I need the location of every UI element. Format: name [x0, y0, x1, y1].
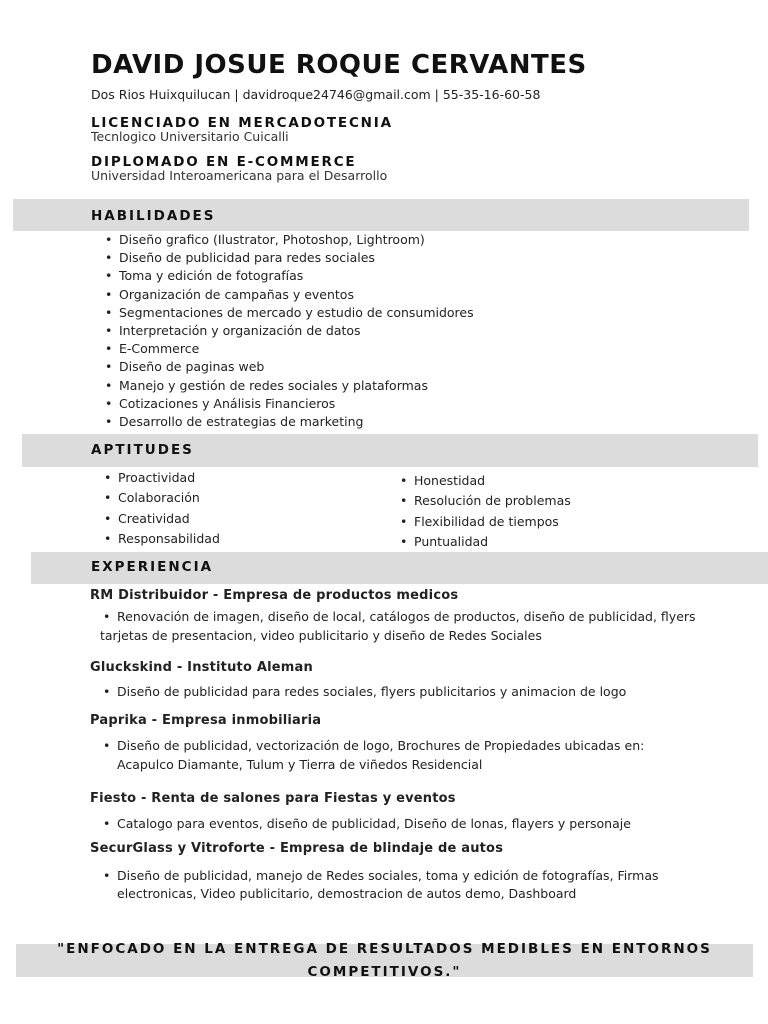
skill-item: • Interpretación y organización de datos	[101, 322, 474, 340]
skill-item: • Toma y edición de fotografías	[101, 267, 474, 285]
aptitude-item: • Resolución de problemas	[396, 491, 571, 511]
skills-list	[101, 231, 474, 431]
skill-item: • Diseño de publicidad para redes sociales	[101, 249, 474, 267]
skill-item: • Organización de campañas y eventos	[101, 286, 474, 304]
aptitude-item: • Creatividad	[100, 509, 220, 529]
skill-item: • Desarrollo de estrategias de marketing	[101, 413, 474, 431]
degree-title: DIPLOMADO EN E-COMMERCE	[91, 154, 357, 170]
job-title: Paprika - Empresa inmobiliaria	[90, 713, 322, 728]
education-entry	[91, 115, 393, 144]
job-description	[99, 866, 659, 885]
job-description-line: • Diseño de publicidad, vectorización de logo, Brochures de Propiedades ubicadas en:	[99, 736, 644, 755]
skill-item: • E-Commerce	[101, 340, 474, 358]
skill-item: • Manejo y gestión de redes sociales y plataformas	[101, 377, 474, 395]
quote-line: "ENFOCADO EN LA ENTREGA DE RESULTADOS MEDIBLES EN ENTORNOS	[57, 941, 712, 957]
job-description-line: • Renovación de imagen, diseño de local, catálogos de productos, diseño de publicidad, flyers	[99, 607, 696, 626]
quote-line: COMPETITIVOS."	[307, 964, 462, 980]
aptitude-item: • Honestidad	[396, 471, 571, 491]
job-description-line: • Diseño de publicidad, manejo de Redes sociales, toma y edición de fotografías, Firmas	[99, 866, 659, 885]
job-description	[99, 736, 644, 755]
quote-text	[16, 938, 753, 984]
aptitude-item: • Puntualidad	[396, 532, 571, 552]
contact-info: Dos Rios Huixquilucan | davidroque24746@gmail.com | 55-35-16-60-58	[91, 87, 541, 102]
education-entry	[91, 154, 387, 183]
aptitude-item: • Colaboración	[100, 488, 220, 508]
job-description-line: • Diseño de publicidad para redes sociales, flyers publicitarios y animacion de logo	[99, 682, 626, 701]
candidate-name: DAVID JOSUE ROQUE CERVANTES	[91, 50, 587, 80]
job-description	[99, 682, 626, 701]
degree-institution: Tecnlogico Universitario Cuicalli	[91, 129, 289, 144]
degree-title: LICENCIADO EN MERCADOTECNIA	[91, 115, 393, 131]
skill-item: • Diseño de paginas web	[101, 358, 474, 376]
experience-heading: EXPERIENCIA	[91, 559, 214, 575]
job-description-continuation: tarjetas de presentacion, video publicitario y diseño de Redes Sociales	[100, 628, 542, 643]
job-description-line: • Catalogo para eventos, diseño de publicidad, Diseño de lonas, flayers y personaje	[99, 814, 631, 833]
job-title: Fiesto - Renta de salones para Fiestas y eventos	[90, 791, 456, 806]
job-title: Gluckskind - Instituto Aleman	[90, 660, 313, 675]
job-title: RM Distribuidor - Empresa de productos medicos	[90, 588, 459, 603]
job-title: SecurGlass y Vitroforte - Empresa de blindaje de autos	[90, 841, 504, 856]
skill-item: • Diseño grafico (Ilustrator, Photoshop, Lightroom)	[101, 231, 474, 249]
aptitude-item: • Flexibilidad de tiempos	[396, 512, 571, 532]
degree-institution: Universidad Interoamericana para el Desarrollo	[91, 168, 388, 183]
job-description	[99, 607, 696, 626]
aptitude-item: • Proactividad	[100, 468, 220, 488]
skills-heading: HABILIDADES	[91, 208, 216, 224]
aptitudes-heading: APTITUDES	[91, 442, 194, 458]
job-description-continuation: Acapulco Diamante, Tulum y Tierra de viñedos Residencial	[117, 757, 483, 772]
aptitudes-list-left	[100, 468, 220, 549]
skill-item: • Cotizaciones y Análisis Financieros	[101, 395, 474, 413]
aptitudes-list-right	[396, 471, 571, 552]
job-description-continuation: electronicas, Video publicitario, demostracion de autos demo, Dashboard	[117, 886, 577, 901]
quote-band	[16, 941, 753, 980]
skill-item: • Segmentaciones de mercado y estudio de consumidores	[101, 304, 474, 322]
aptitude-item: • Responsabilidad	[100, 529, 220, 549]
job-description	[99, 814, 631, 833]
